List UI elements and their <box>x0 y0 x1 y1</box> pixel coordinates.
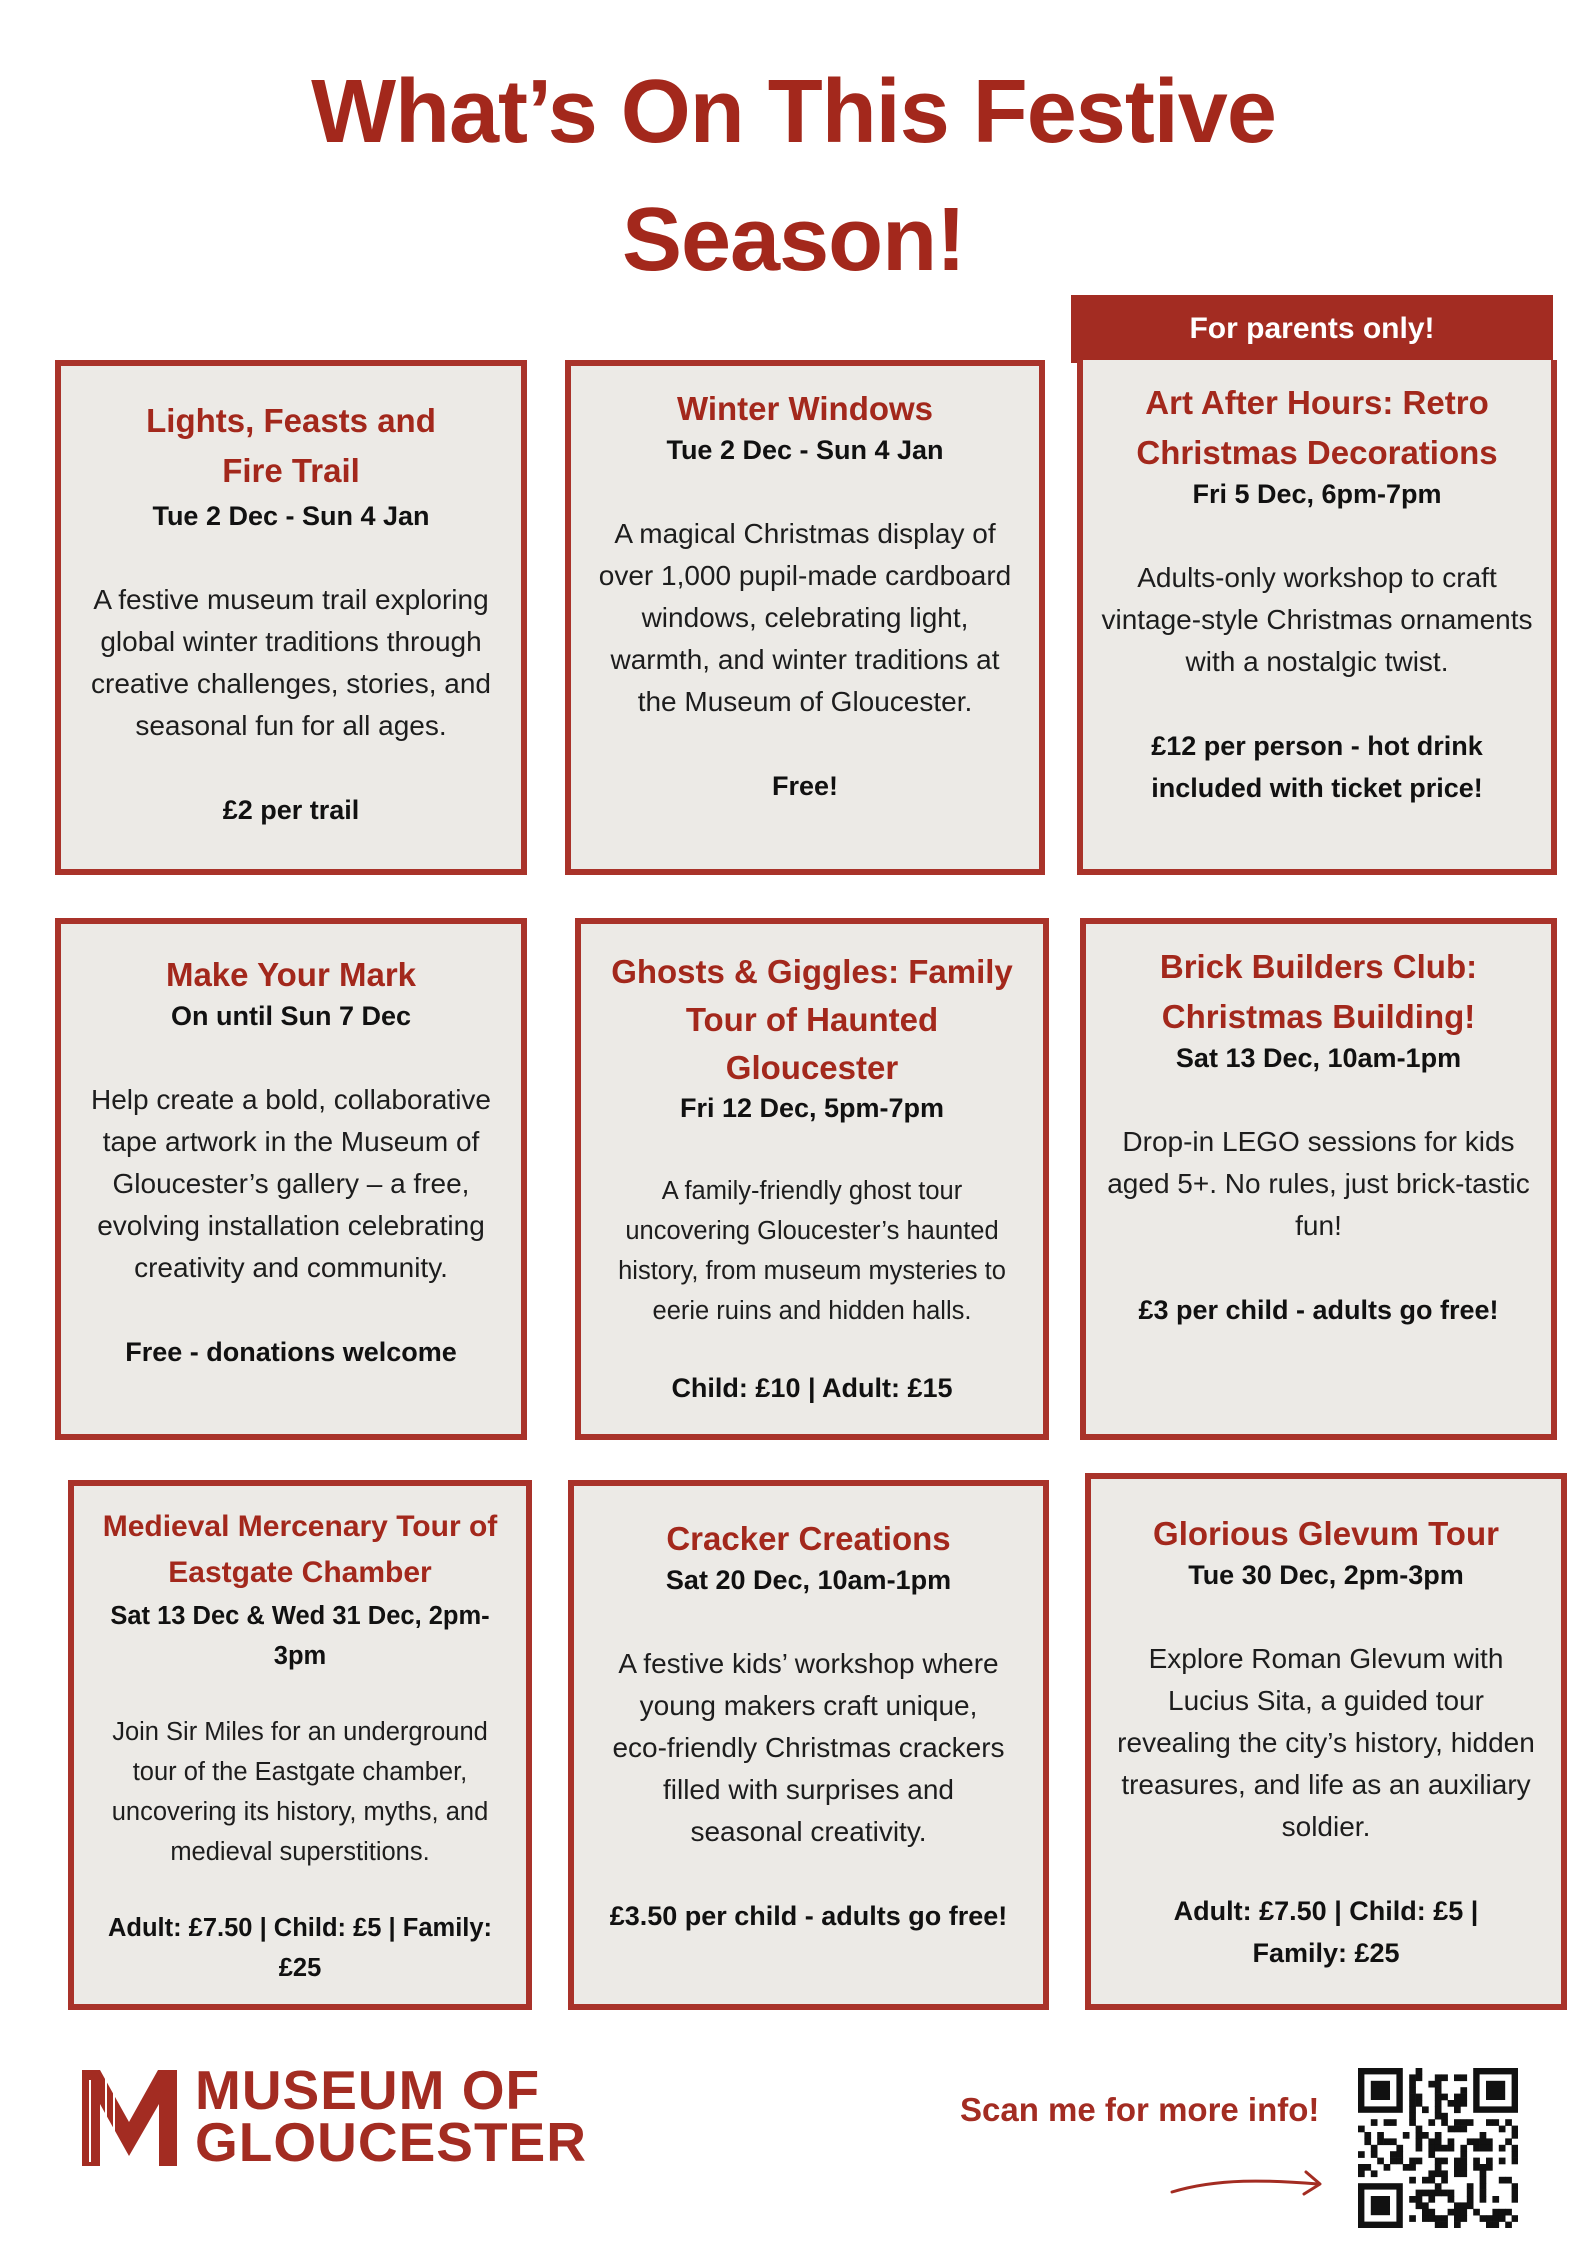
event-price: Free - donations welcome <box>125 1337 457 1367</box>
event-title: Brick Builders Club: Christmas Building! <box>1159 948 1478 1035</box>
event-card-brick-builders-club <box>1080 918 1557 1440</box>
event-date: Sat 20 Dec, 10am-1pm <box>665 1565 952 1595</box>
event-price: £2 per trail <box>222 795 360 825</box>
event-date: Fri 5 Dec, 6pm-7pm <box>1192 479 1442 509</box>
page-title-line-2: Season! <box>621 190 966 290</box>
event-title: Art After Hours: Retro Christmas Decorations <box>1136 384 1498 471</box>
parents-only-banner: For parents only! <box>1071 295 1553 363</box>
event-description: Adults-only workshop to craft vintage-style Christmas ornaments with a nostalgic twist. <box>1101 562 1533 677</box>
event-description: A festive kids’ workshop where young makers craft unique, eco-friendly Christmas crackers filled with surprises and seasonal creativity. <box>612 1648 1005 1847</box>
event-title: Medieval Mercenary Tour of Eastgate Chamber <box>102 1510 498 1589</box>
event-title: Lights, Feasts and Fire Trail <box>146 402 436 489</box>
scan-prompt: Scan me for more info! <box>960 2091 1320 2128</box>
qr-code-icon[interactable] <box>1358 2068 1518 2233</box>
event-card-make-your-mark <box>55 918 527 1440</box>
event-card-winter-windows <box>565 360 1045 875</box>
event-price: £3.50 per child - adults go free! <box>609 1901 1008 1931</box>
event-price: £12 per person - hot drink included with ticket price! <box>1151 731 1483 803</box>
event-description: A family-friendly ghost tour uncovering Gloucester’s haunted history, from museum mysteries to eerie ruins and hidden halls. <box>618 1177 1006 1325</box>
event-description: Join Sir Miles for an underground tour of the Eastgate chamber, uncovering its history, myths, and medieval superstitions. <box>111 1718 489 1866</box>
page-title <box>0 48 1587 304</box>
event-description: A magical Christmas display of over 1,000 pupil-made cardboard windows, celebrating light, warmth, and winter traditions at the Museum of Gloucester. <box>598 518 1012 717</box>
event-price: Child: £10 | Adult: £15 <box>671 1373 953 1403</box>
event-date: Tue 2 Dec - Sun 4 Jan <box>666 435 944 465</box>
event-date: Tue 2 Dec - Sun 4 Jan <box>152 501 430 531</box>
curved-arrow-icon <box>1168 2160 1328 2205</box>
event-description: Drop-in LEGO sessions for kids aged 5+. No rules, just brick-tastic fun! <box>1107 1126 1530 1241</box>
event-card-medieval-mercenary-tour <box>68 1480 532 2010</box>
logo-line-2: GLOUCESTER <box>195 2111 587 2173</box>
event-description: Explore Roman Glevum with Lucius Sita, a guided tour revealing the city’s history, hidden treasures, and life as an auxiliary soldier. <box>1117 1643 1535 1842</box>
event-title: Winter Windows <box>676 390 934 427</box>
event-title: Glorious Glevum Tour <box>1153 1515 1499 1552</box>
event-date: Fri 12 Dec, 5pm-7pm <box>679 1093 945 1123</box>
event-price: Adult: £7.50 | Child: £5 | Family: £25 <box>1173 1896 1479 1968</box>
event-description: A festive museum trail exploring global winter traditions through creative challenges, stories, and seasonal fun for all ages. <box>91 584 491 741</box>
event-date: Tue 30 Dec, 2pm-3pm <box>1188 1560 1464 1590</box>
event-card-glorious-glevum-tour <box>1085 1473 1567 2010</box>
event-card-cracker-creations <box>568 1480 1049 2010</box>
museum-logo-text <box>195 2059 587 2173</box>
logo-line-1: MUSEUM OF <box>195 2059 541 2121</box>
event-card-lights-feasts-fire-trail <box>55 360 527 875</box>
event-card-ghosts-and-giggles <box>575 918 1049 1440</box>
event-date: Sat 13 Dec, 10am-1pm <box>1175 1043 1462 1073</box>
page-title-line-1: What’s On This Festive <box>311 62 1276 162</box>
event-date: On until Sun 7 Dec <box>170 1001 412 1031</box>
museum-m-logo-icon <box>82 2070 177 2171</box>
event-title: Make Your Mark <box>165 956 417 993</box>
event-price: Adult: £7.50 | Child: £5 | Family: £25 <box>107 1914 493 1982</box>
event-title: Ghosts & Giggles: Family Tour of Haunted Gloucester <box>611 953 1013 1086</box>
event-title: Cracker Creations <box>666 1520 951 1557</box>
event-date: Sat 13 Dec & Wed 31 Dec, 2pm-3pm <box>110 1602 490 1670</box>
event-price: £3 per child - adults go free! <box>1138 1295 1499 1325</box>
event-price: Free! <box>771 771 839 801</box>
event-card-art-after-hours <box>1077 360 1557 875</box>
event-description: Help create a bold, collaborative tape artwork in the Museum of Gloucester’s gallery – a free, evolving installation celebrating creativity and community. <box>90 1084 491 1283</box>
